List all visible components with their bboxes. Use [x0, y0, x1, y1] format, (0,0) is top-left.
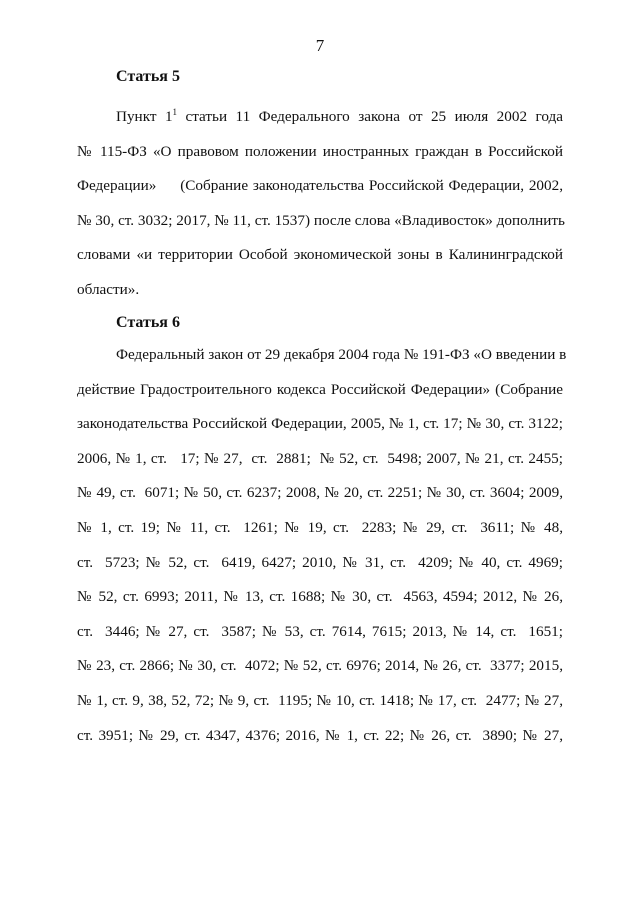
paragraph-line: № 115-ФЗ «О правовом положении иностранных граждан в Российской — [77, 142, 563, 160]
paragraph-line: ст. 3951; № 29, ст. 4347, 4376; 2016, № 1, ст. 22; № 26, ст. 3890; № 27, — [77, 726, 563, 744]
paragraph-line: № 52, ст. 6993; 2011, № 13, ст. 1688; № 30, ст. 4563, 4594; 2012, № 26, — [77, 588, 563, 606]
paragraph-line: № 1, ст. 9, 38, 52, 72; № 9, ст. 1195; № 10, ст. 1418; № 17, ст. 2477; № 27, — [77, 691, 563, 709]
article-5-heading: Статья 5 — [116, 68, 180, 85]
article-5-paragraph — [77, 100, 563, 308]
paragraph-line: Федеральный закон от 29 декабря 2004 года № 191-ФЗ «О введении в — [116, 346, 567, 363]
paragraph-line: области». — [77, 280, 140, 298]
paragraph-line: ст. 3446; № 27, ст. 3587; № 53, ст. 7614, 7615; 2013, № 14, ст. 1651; — [77, 622, 563, 640]
paragraph-line: 2006, № 1, ст. 17; № 27, ст. 2881; № 52, ст. 5498; 2007, № 21, ст. 2455; — [77, 449, 563, 467]
article-6-paragraph — [77, 338, 567, 753]
superscript: 1 — [172, 106, 178, 117]
paragraph-line: словами «и территории Особой экономической зоны в Калининградской — [77, 246, 563, 264]
page-number: 7 — [315, 36, 325, 55]
paragraph-line: № 49, ст. 6071; № 50, ст. 6237; 2008, № 20, ст. 2251; № 30, ст. 3604; 2009, — [77, 484, 563, 502]
article-6-heading: Статья 6 — [116, 314, 180, 331]
line-text: Пункт 1 — [116, 108, 173, 125]
paragraph-line: № 23, ст. 2866; № 30, ст. 4072; № 52, ст. 6976; 2014, № 26, ст. 3377; 2015, — [77, 657, 563, 675]
line-text: статьи 11 Федерального закона от 25 июля 2002 года — [177, 108, 563, 125]
paragraph-line: № 1, ст. 19; № 11, ст. 1261; № 19, ст. 2283; № 29, ст. 3611; № 48, — [77, 518, 563, 536]
paragraph-line: № 30, ст. 3032; 2017, № 11, ст. 1537) после слова «Владивосток» дополнить — [77, 211, 565, 229]
paragraph-line: законодательства Российской Федерации, 2005, № 1, ст. 17; № 30, ст. 3122; — [77, 415, 563, 433]
paragraph-line: действие Градостроительного кодекса Российской Федерации» (Собрание — [77, 380, 563, 398]
paragraph-line — [77, 100, 563, 135]
paragraph-line: Федерации» (Собрание законодательства Российской Федерации, 2002, — [77, 177, 563, 195]
paragraph-line: ст. 5723; № 52, ст. 6419, 6427; 2010, № 31, ст. 4209; № 40, ст. 4969; — [77, 553, 563, 571]
